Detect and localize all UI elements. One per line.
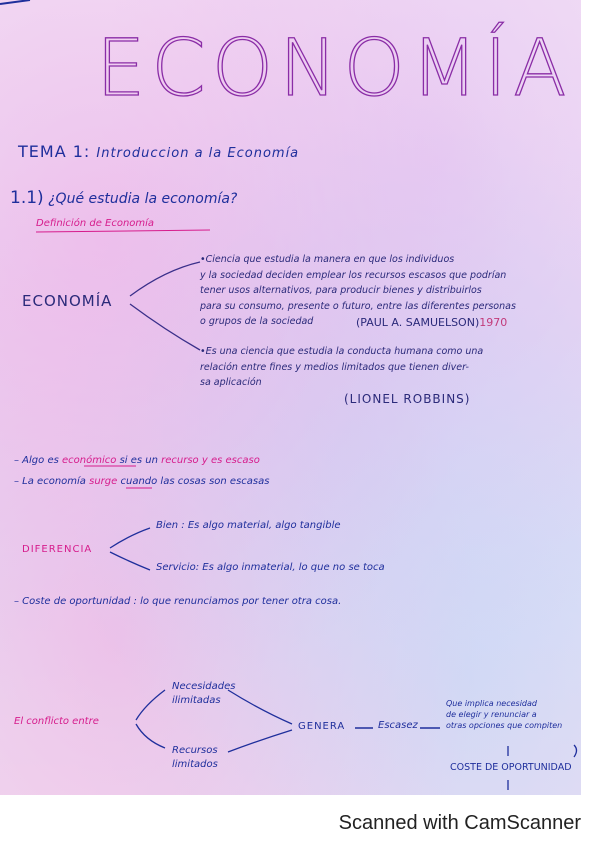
coste-oportunidad [14,596,341,607]
note2-prefix: – La economía [14,476,86,487]
def1-line: o grupos de la sociedad [200,316,314,327]
note1-prefix: – Algo es [14,455,59,466]
def2-line: relación entre fines y medios limitados que tienen diver- [200,361,469,373]
diferencia-bien: Bien : Es algo material, algo tangible [156,520,341,531]
section-question [10,188,237,208]
implica-line: otras opciones que compiten [446,721,563,730]
note1-word: económico [62,455,117,466]
note-economico [14,455,260,466]
diferencia-servicio: Servicio: Es algo inmaterial, lo que no se toca [156,562,385,573]
conflicto-recursos [172,744,218,772]
note2-word: surge [89,476,118,487]
economia-label: ECONOMÍA [22,292,113,310]
def1-line: •Ciencia que estudia la manera en que los individuos [200,254,455,265]
section-number: 1.1) [10,188,44,208]
subheading: Definición de Economía [36,218,155,229]
note2-rest: cuando las cosas son escasas [120,476,270,487]
note1-highlight: recurso y es escaso [161,455,260,466]
definition-robbins [200,344,483,391]
implica-line: de elegir y renunciar a [446,710,537,719]
conflicto-implica [446,698,562,731]
tema-label: TEMA 1: [18,142,91,161]
author-robbins: (LIONEL ROBBINS) [344,392,471,406]
note-surge [14,476,269,487]
coste-text: lo que renunciamos por tener otra cosa. [140,596,342,607]
author-samuelson [356,316,507,329]
coste-label: – Coste de oportunidad : [14,596,137,607]
def1-line: y la sociedad deciden emplear los recursos escasos que podrían [200,269,507,281]
conflicto-top-line: ilimitadas [172,695,221,706]
conflicto-coste: COSTE DE OPORTUNIDAD [450,762,572,773]
diferencia-label: DIFERENCIA [22,544,93,555]
tema-heading [18,142,299,161]
conflicto-necesidades [172,680,235,708]
genera-label: GENERA [298,721,346,732]
def2-line: sa aplicación [200,377,262,388]
tema-text: Introduccion a la Economía [96,146,300,161]
conflicto-bottom-line: Recursos [172,745,218,756]
def2-line: •Es una ciencia que estudia la conducta humana como una [200,346,484,357]
conflicto-top-line: Necesidades [172,681,236,692]
def1-line: tener usos alternativos, para producir bienes y distribuirlos [200,285,482,296]
conflicto-bottom-line: limitados [172,759,218,770]
section-question-text: ¿Qué estudia la economía? [48,191,238,207]
conflicto-label: El conflicto entre [14,716,99,727]
page-title: ECONOMÍA [96,24,573,114]
scanner-watermark: Scanned with CamScanner [338,812,581,834]
year1: 1970 [479,316,508,329]
implica-line: Que implica necesidad [446,699,537,708]
escasez-label: Escasez [378,720,418,731]
def1-line: para su consumo, presente o futuro, entre las diferentes personas [200,300,516,312]
note1-mid: si es un [119,455,158,466]
author1: (PAUL A. SAMUELSON) [356,316,480,329]
